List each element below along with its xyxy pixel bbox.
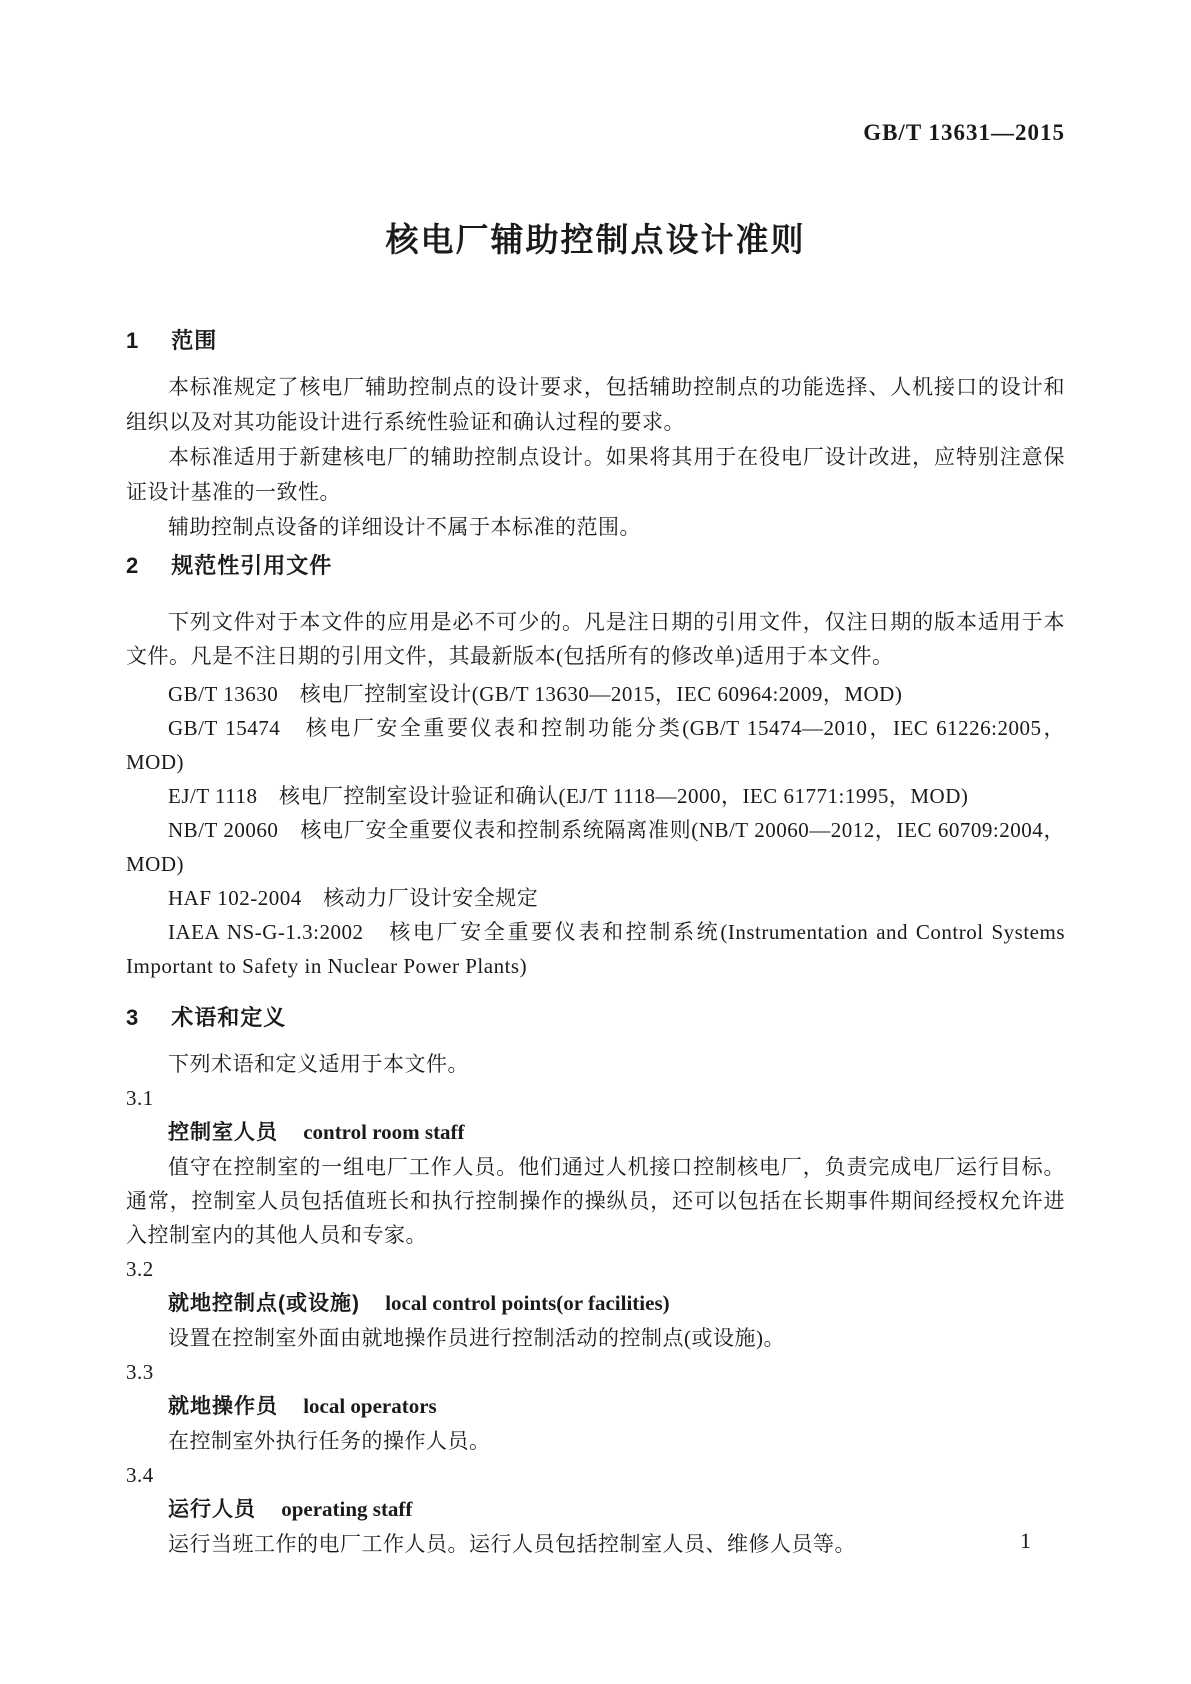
term-definition: 运行当班工作的电厂工作人员。运行人员包括控制室人员、维修人员等。 <box>168 1532 856 1556</box>
term-number: 3.4 <box>126 1463 154 1487</box>
paragraph: 辅助控制点设备的详细设计不属于本标准的范围。 <box>168 515 641 539</box>
section-heading-scope <box>126 326 1065 356</box>
term-number: 3.3 <box>126 1360 154 1384</box>
reference-entry: GB/T 13630 核电厂控制室设计(GB/T 13630—2015，IEC 60964:2009，MOD) <box>168 682 903 706</box>
section-heading-references <box>126 551 1065 581</box>
term-heading <box>126 1286 1065 1321</box>
standard-code: GB/T 13631—2015 <box>863 120 1065 145</box>
term-name-en: local control points(or facilities) <box>385 1291 670 1315</box>
term-name-zh: 控制室人员 <box>168 1121 278 1144</box>
term-name-en: control room staff <box>303 1120 465 1144</box>
section-number: 1 <box>126 328 139 353</box>
reference-list <box>126 677 1065 983</box>
term-name-zh: 运行人员 <box>168 1498 256 1521</box>
term-item <box>126 1252 1065 1355</box>
term-item <box>126 1081 1065 1252</box>
term-item <box>126 1355 1065 1458</box>
reference-entry: EJ/T 1118 核电厂控制室设计验证和确认(EJ/T 1118—2000，IEC 61771:1995，MOD) <box>168 784 969 808</box>
reference-entry: NB/T 20060 核电厂安全重要仪表和控制系统隔离准则(NB/T 20060—2012，IEC 60709:2004，MOD) <box>126 818 1065 876</box>
term-number: 3.1 <box>126 1086 154 1110</box>
document-title: 核电厂辅助控制点设计准则 <box>385 221 806 258</box>
term-definition: 值守在控制室的一组电厂工作人员。他们通过人机接口控制核电厂，负责完成电厂运行目标。通常，控制室人员包括值班长和执行控制操作的操纵员，还可以包括在长期事件期间经授权允许进入控制室内的其他人员和专家。 <box>126 1155 1065 1247</box>
term-definition: 设置在控制室外面由就地操作员进行控制活动的控制点(或设施)。 <box>168 1326 785 1350</box>
section-heading-label: 规范性引用文件 <box>171 553 333 578</box>
section-number: 2 <box>126 553 139 578</box>
reference-entry: IAEA NS-G-1.3:2002 核电厂安全重要仪表和控制系统(Instrumentation and Control Systems Important to Safety in Nuclear Power Plants) <box>126 920 1065 978</box>
term-item <box>126 1458 1065 1561</box>
reference-entry: HAF 102-2004 核动力厂设计安全规定 <box>168 886 539 910</box>
term-name-en: local operators <box>303 1394 437 1418</box>
section-number: 3 <box>126 1005 139 1030</box>
section-heading-terms <box>126 1003 1065 1033</box>
page-number: 1 <box>1020 1528 1031 1553</box>
term-name-en: operating staff <box>281 1497 413 1521</box>
term-name-zh: 就地控制点(或设施) <box>168 1292 360 1315</box>
paragraph: 下列术语和定义适用于本文件。 <box>168 1052 469 1076</box>
paragraph: 本标准适用于新建核电厂的辅助控制点设计。如果将其用于在役电厂设计改进，应特别注意保证设计基准的一致性。 <box>126 445 1065 504</box>
term-heading <box>126 1389 1065 1424</box>
term-heading <box>126 1492 1065 1527</box>
term-number: 3.2 <box>126 1257 154 1281</box>
term-definition: 在控制室外执行任务的操作人员。 <box>168 1429 491 1453</box>
section-heading-label: 范围 <box>171 328 218 353</box>
section-heading-label: 术语和定义 <box>171 1005 287 1030</box>
paragraph: 下列文件对于本文件的应用是必不可少的。凡是注日期的引用文件，仅注日期的版本适用于本文件。凡是不注日期的引用文件，其最新版本(包括所有的修改单)适用于本文件。 <box>126 610 1065 668</box>
term-heading <box>126 1115 1065 1150</box>
reference-entry: GB/T 15474 核电厂安全重要仪表和控制功能分类(GB/T 15474—2010，IEC 61226:2005，MOD) <box>126 716 1065 774</box>
term-name-zh: 就地操作员 <box>168 1395 278 1418</box>
paragraph: 本标准规定了核电厂辅助控制点的设计要求，包括辅助控制点的功能选择、人机接口的设计和组织以及对其功能设计进行系统性验证和确认过程的要求。 <box>126 375 1065 434</box>
